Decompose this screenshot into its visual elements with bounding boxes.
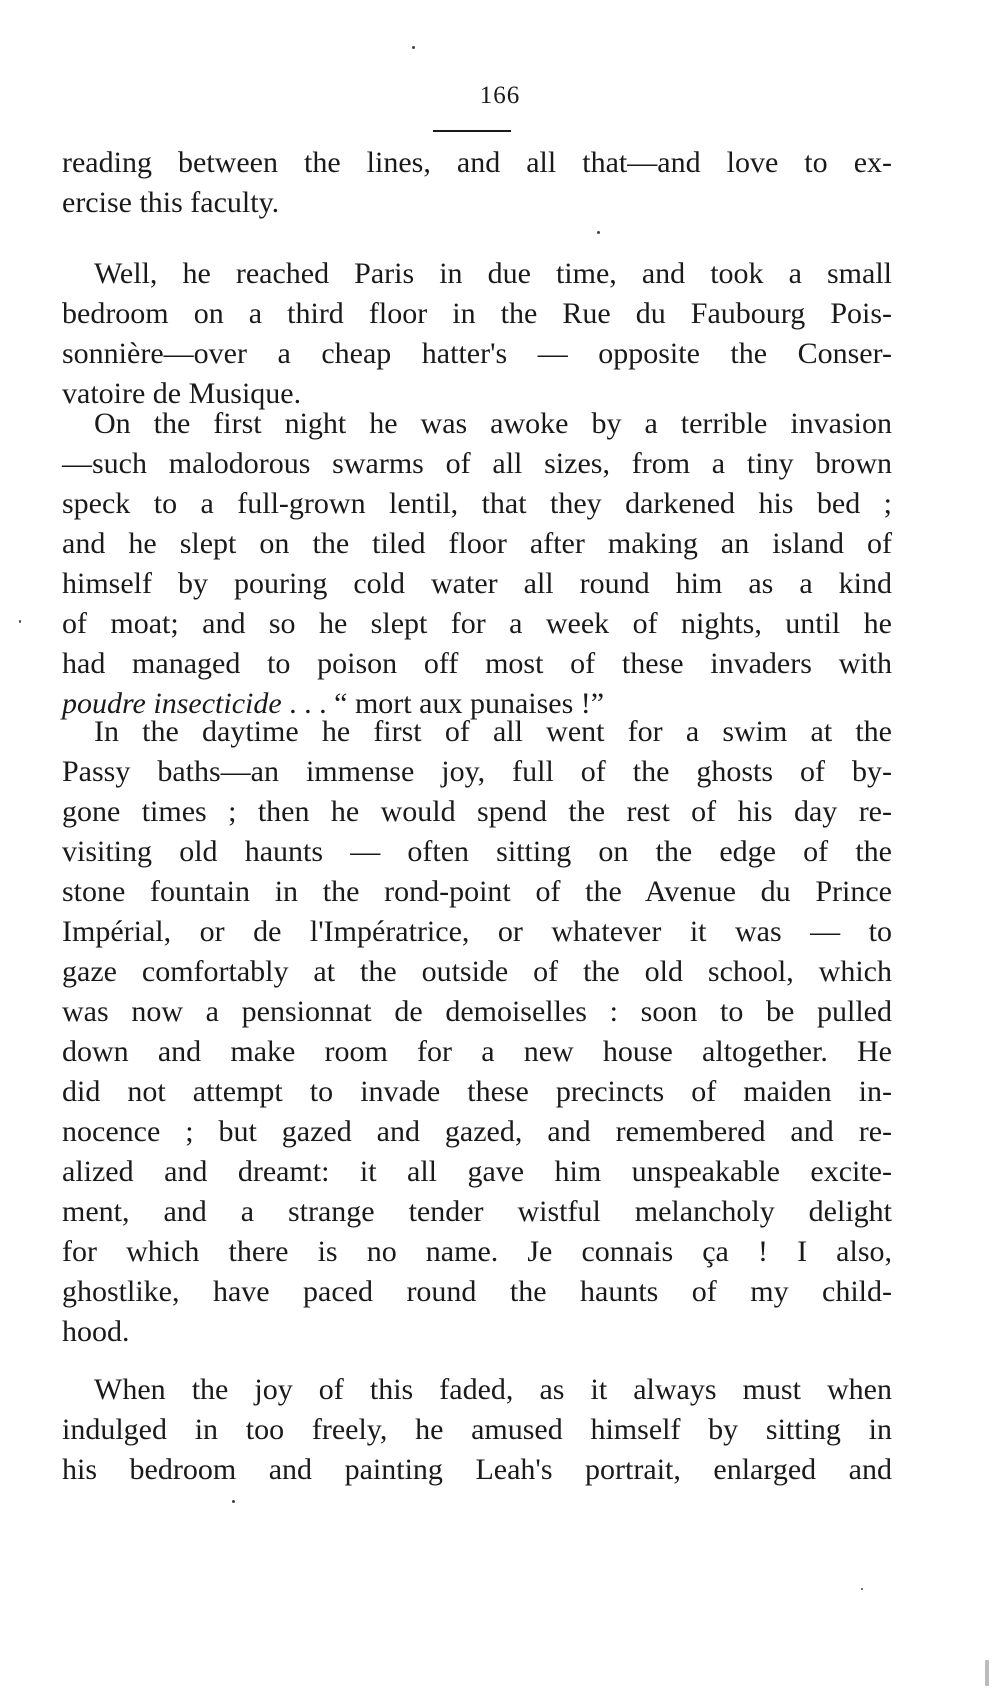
scan-speck	[19, 620, 21, 623]
paragraph-1	[62, 143, 892, 223]
text-line: for which there is no name. Je connais ça ! I also,	[62, 1235, 892, 1268]
text-line: visiting old haunts — often sitting on the edge of the	[62, 835, 892, 868]
text-line: his bedroom and painting Leah's portrait, enlarged and	[62, 1453, 892, 1486]
text-line: Impérial, or de l'Impératrice, or whatever it was — to	[62, 915, 892, 948]
text-line: Well, he reached Paris in due time, and took a small	[94, 257, 892, 290]
scan-edge-mark	[985, 1660, 989, 1686]
text-line: had managed to poison off most of these invaders with	[62, 647, 892, 680]
paragraph-2	[62, 254, 892, 414]
text-line: hood.	[62, 1315, 130, 1348]
text-line: nocence ; but gazed and gazed, and remembered and re-	[62, 1115, 892, 1148]
paragraph-4	[62, 712, 892, 1352]
text-line: alized and dreamt: it all gave him unspeakable excite-	[62, 1155, 892, 1188]
page-number: 166	[479, 82, 521, 109]
text-line: reading between the lines, and all that—and love to ex-	[62, 146, 892, 179]
scan-speck	[412, 46, 415, 49]
text-line: down and make room for a new house altogether. He	[62, 1035, 892, 1068]
text-fragment: . . . “ mort aux punaises !”	[281, 687, 605, 720]
text-line: —such malodorous swarms of all sizes, from a tiny brown	[62, 447, 892, 480]
text-line: gaze comfortably at the outside of the old school, which	[62, 955, 892, 988]
paragraph-3	[62, 404, 892, 724]
text-line: indulged in too freely, he amused himself by sitting in	[62, 1413, 892, 1446]
text-line: bedroom on a third floor in the Rue du Faubourg Pois-	[62, 297, 892, 330]
text-line: did not attempt to invade these precincts of maiden in-	[62, 1075, 892, 1108]
scan-speck	[861, 1588, 863, 1590]
italic-phrase: poudre insecticide	[62, 687, 282, 720]
text-line: ercise this faculty.	[62, 186, 280, 219]
text-line: ment, and a strange tender wistful melancholy delight	[62, 1195, 892, 1228]
text-line: of moat; and so he slept for a week of nights, until he	[62, 607, 892, 640]
text-line: was now a pensionnat de demoiselles : soon to be pulled	[62, 995, 892, 1028]
text-line: speck to a full-grown lentil, that they darkened his bed ;	[62, 487, 892, 520]
text-line: stone fountain in the rond-point of the Avenue du Prince	[62, 875, 892, 908]
paragraph-5	[62, 1370, 892, 1490]
text-line: When the joy of this faded, as it always must when	[94, 1373, 892, 1406]
text-line: Passy baths—an immense joy, full of the ghosts of by-	[62, 755, 892, 788]
header-rule	[433, 130, 511, 132]
text-line: vatoire de Musique.	[62, 377, 302, 410]
text-line: ghostlike, have paced round the haunts of my child-	[62, 1275, 892, 1308]
scan-speck	[597, 231, 600, 234]
text-line: sonnière—over a cheap hatter's — opposite the Conser-	[62, 337, 892, 370]
text-line: On the first night he was awoke by a terrible invasion	[94, 407, 892, 440]
scan-speck	[232, 1500, 235, 1503]
text-line: In the daytime he first of all went for a swim at the	[94, 715, 892, 748]
text-line: gone times ; then he would spend the rest of his day re-	[62, 795, 892, 828]
text-line: and he slept on the tiled floor after making an island of	[62, 527, 892, 560]
text-line: himself by pouring cold water all round him as a kind	[62, 567, 892, 600]
